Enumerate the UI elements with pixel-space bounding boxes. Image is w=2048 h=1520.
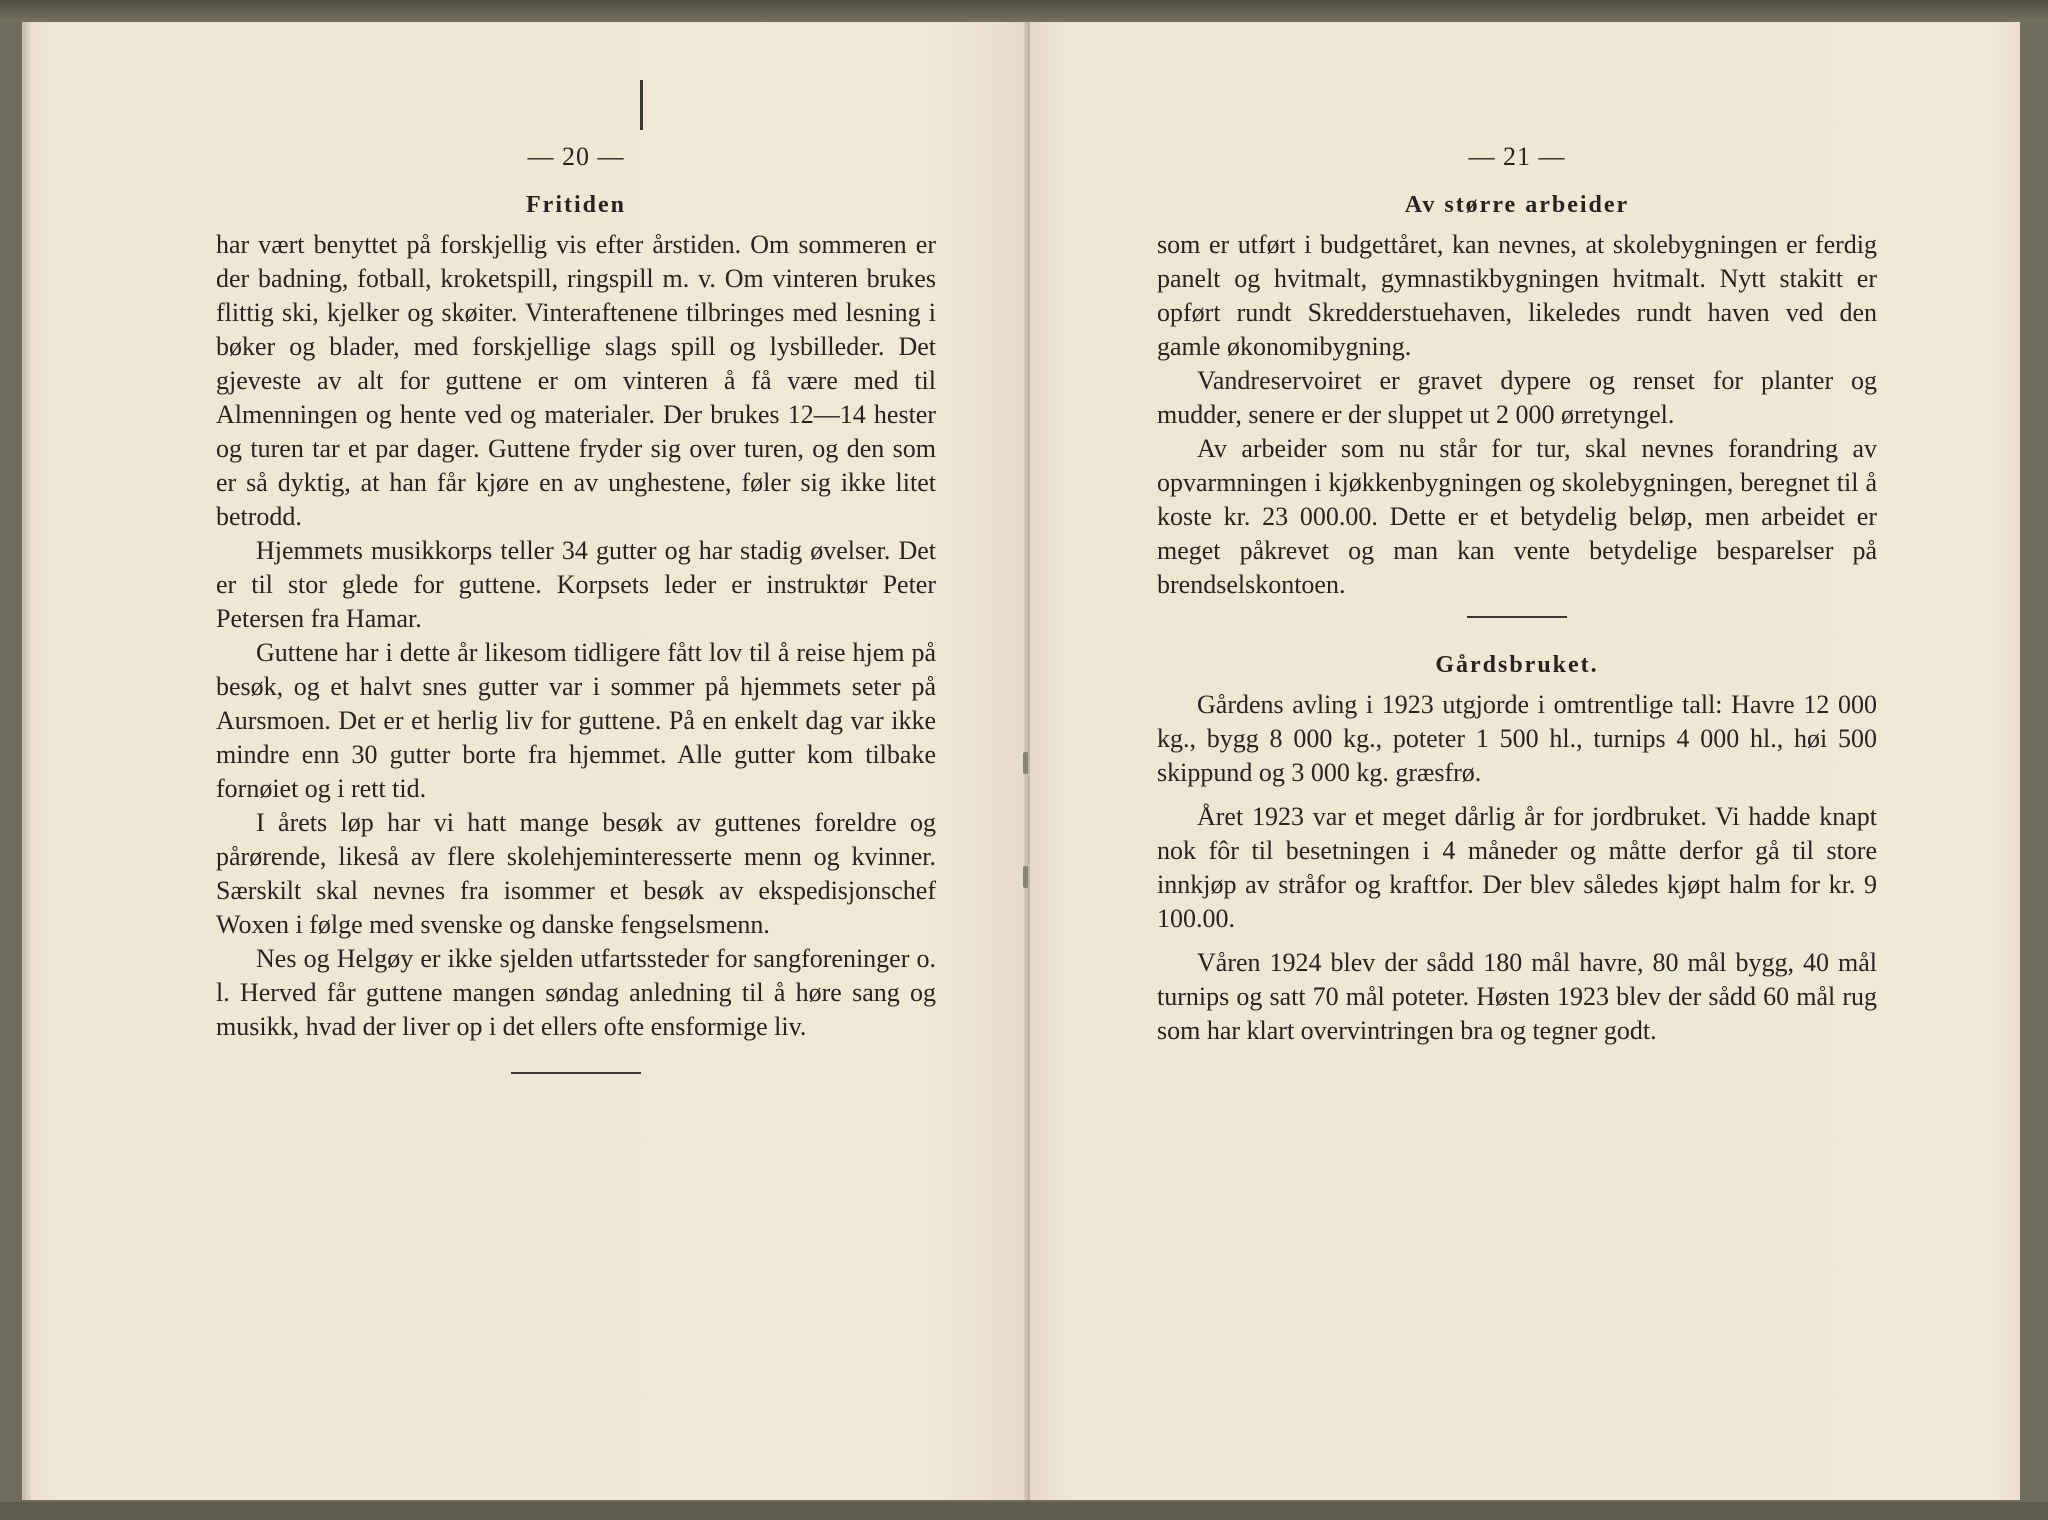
paragraph: har vært benyttet på forskjellig vis efter årstiden. Om sommeren er der badning, fotball, kroketspill, ringspill m. v. Om vinteren brukes flittig ski, kjelker og skøiter. Vinteraftenene tilbringes med lesning i bøker og blader, med forskjellige slags spill og lysbilleder. Det gjeveste av alt for guttene er om vinteren å få være med til Almenningen og hente ved og materialer. Der brukes 12—14 hester og turen tar et par dager. Guttene fryder sig over turen, og den som er så dyktig, at han får kjøre en av unghestene, føler sig ikke litet betrodd. [216,230,936,531]
left-text-column [216,22,936,1074]
scan-edge-top [0,0,2048,22]
heading-gardsbruket: Gårdsbruket. [1435,652,1599,678]
staple [1023,752,1028,774]
heading-storre-arbeider: Av større arbeider [1404,192,1630,218]
paragraph: Guttene har i dette år likesom tidligere fått lov til å reise hjem på besøk, og et halvt snes gutter var i sommer på hjemmets seter på Aursmoen. Det er et herlig liv for guttene. På en enkelt dag var ikke mindre enn 30 gutter borte fra hjemmet. Alle gutter kom tilbake fornøiet og i rett tid. [216,638,936,803]
paragraph: som er utført i budgettåret, kan nevnes, at skolebygningen er ferdig panelt og hvitmalt, gymnastikbygningen hvitmalt. Nytt stakitt er opført rundt Skredderstuehaven, likeledes rundt haven ved den gamle økonomibygning. [1157,230,1877,361]
paragraph: Av arbeider som nu står for tur, skal nevnes forandring av opvarmningen i kjøkkenbygningen og skolebygningen, beregnet til å koste kr. 23 000.00. Dette er et betydelig beløp, men arbeidet er meget påkrevet og man kan vente betydelige besparelser på brendselskontoen. [1157,434,1877,599]
page-number-right: — 21 — [1468,142,1566,171]
section-divider [511,1072,641,1074]
heading-fritiden: Fritiden [526,192,626,218]
paragraph: Vandreservoiret er gravet dypere og renset for planter og mudder, senere er der sluppet ut 2 000 ørretyngel. [1157,366,1877,429]
paragraph: Året 1923 var et meget dårlig år for jordbruket. Vi hadde knapt nok fôr til besetningen i 4 måneder og måtte derfor gå til store innkjøp av stråfor og kraftfor. Der blev således kjøpt halm for kr. 9 100.00. [1157,802,1877,933]
scan-edge-bottom [0,1502,2048,1520]
paragraph: I årets løp har vi hatt mange besøk av guttenes foreldre og pårørende, likeså av flere skolehjeminteresserte menn og kvinner. Særskilt skal nevnes fra isommer et besøk av ekspedisjonschef Woxen i følge med svenske og danske fengselsmenn. [216,808,936,939]
left-page [30,22,1028,1500]
page-number-left: — 20 — [527,142,625,171]
paragraph: Hjemmets musikkorps teller 34 gutter og har stadig øvelser. Det er til stor glede for guttene. Korpsets leder er instruktør Peter Petersen fra Hamar. [216,536,936,633]
paragraph: Gårdens avling i 1923 utgjorde i omtrentlige tall: Havre 12 000 kg., bygg 8 000 kg., poteter 1 500 hl., turnips 4 000 hl., høi 500 skippund og 3 000 kg. græsfrø. [1157,690,1877,787]
section-divider [1467,616,1567,618]
right-page [1030,22,2020,1500]
paragraph: Nes og Helgøy er ikke sjelden utfartssteder for sangforeninger o. l. Herved får guttene mangen søndag anledning til å høre sang og musikk, hvad der liver op i det ellers ofte ensformige liv. [216,944,936,1041]
right-text-column [1157,22,1877,1048]
paragraph: Våren 1924 blev der sådd 180 mål havre, 80 mål bygg, 40 mål turnips og satt 70 mål poteter. Høsten 1923 blev der sådd 60 mål rug som har klart overvintringen bra og tegner godt. [1157,948,1877,1045]
staple [1023,866,1028,888]
